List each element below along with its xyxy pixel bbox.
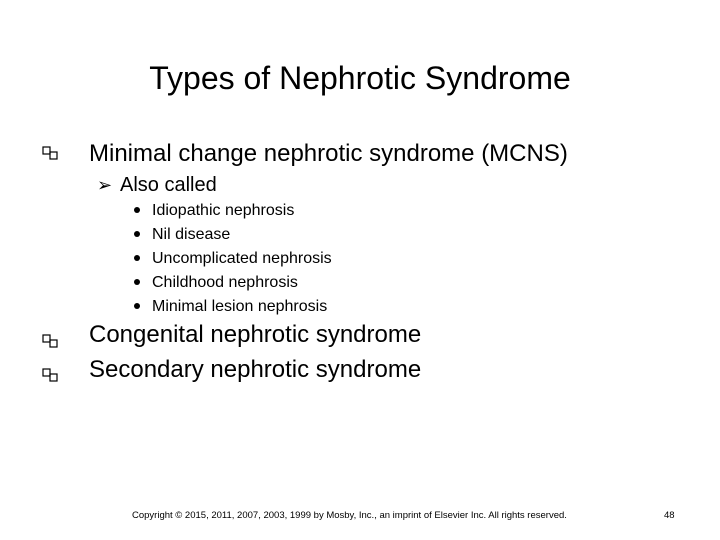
sub-bullet-also-called: Also called: [120, 174, 217, 196]
bullet-secondary: Secondary nephrotic syndrome: [89, 356, 422, 383]
list-item: Uncomplicated nephrosis: [152, 250, 332, 267]
square-bullet-icon: [42, 334, 58, 348]
square-bullet-icon: [42, 368, 58, 382]
list-item: Childhood nephrosis: [152, 274, 298, 291]
copyright-footer: Copyright © 2015, 2011, 2007, 2003, 1999 by Mosby, Inc., an imprint of Elsevier Inc. All rights reserved.: [132, 510, 567, 521]
dot-bullet-icon: [134, 279, 140, 285]
dot-bullet-icon: [134, 231, 140, 237]
list-item: Minimal lesion nephrosis: [152, 298, 328, 315]
dot-bullet-icon: [134, 207, 140, 213]
arrow-bullet-icon: ➢: [97, 175, 113, 195]
square-bullet-icon: [42, 146, 58, 160]
page-number: 48: [664, 510, 675, 521]
bullet-mcns: Minimal change nephrotic syndrome (MCNS): [89, 140, 568, 167]
bullet-congenital: Congenital nephrotic syndrome: [89, 321, 422, 348]
slide-title: Types of Nephrotic Syndrome: [149, 60, 571, 96]
dot-bullet-icon: [134, 303, 140, 309]
dot-bullet-icon: [134, 255, 140, 261]
list-item: Nil disease: [152, 226, 231, 243]
list-item: Idiopathic nephrosis: [152, 202, 295, 219]
